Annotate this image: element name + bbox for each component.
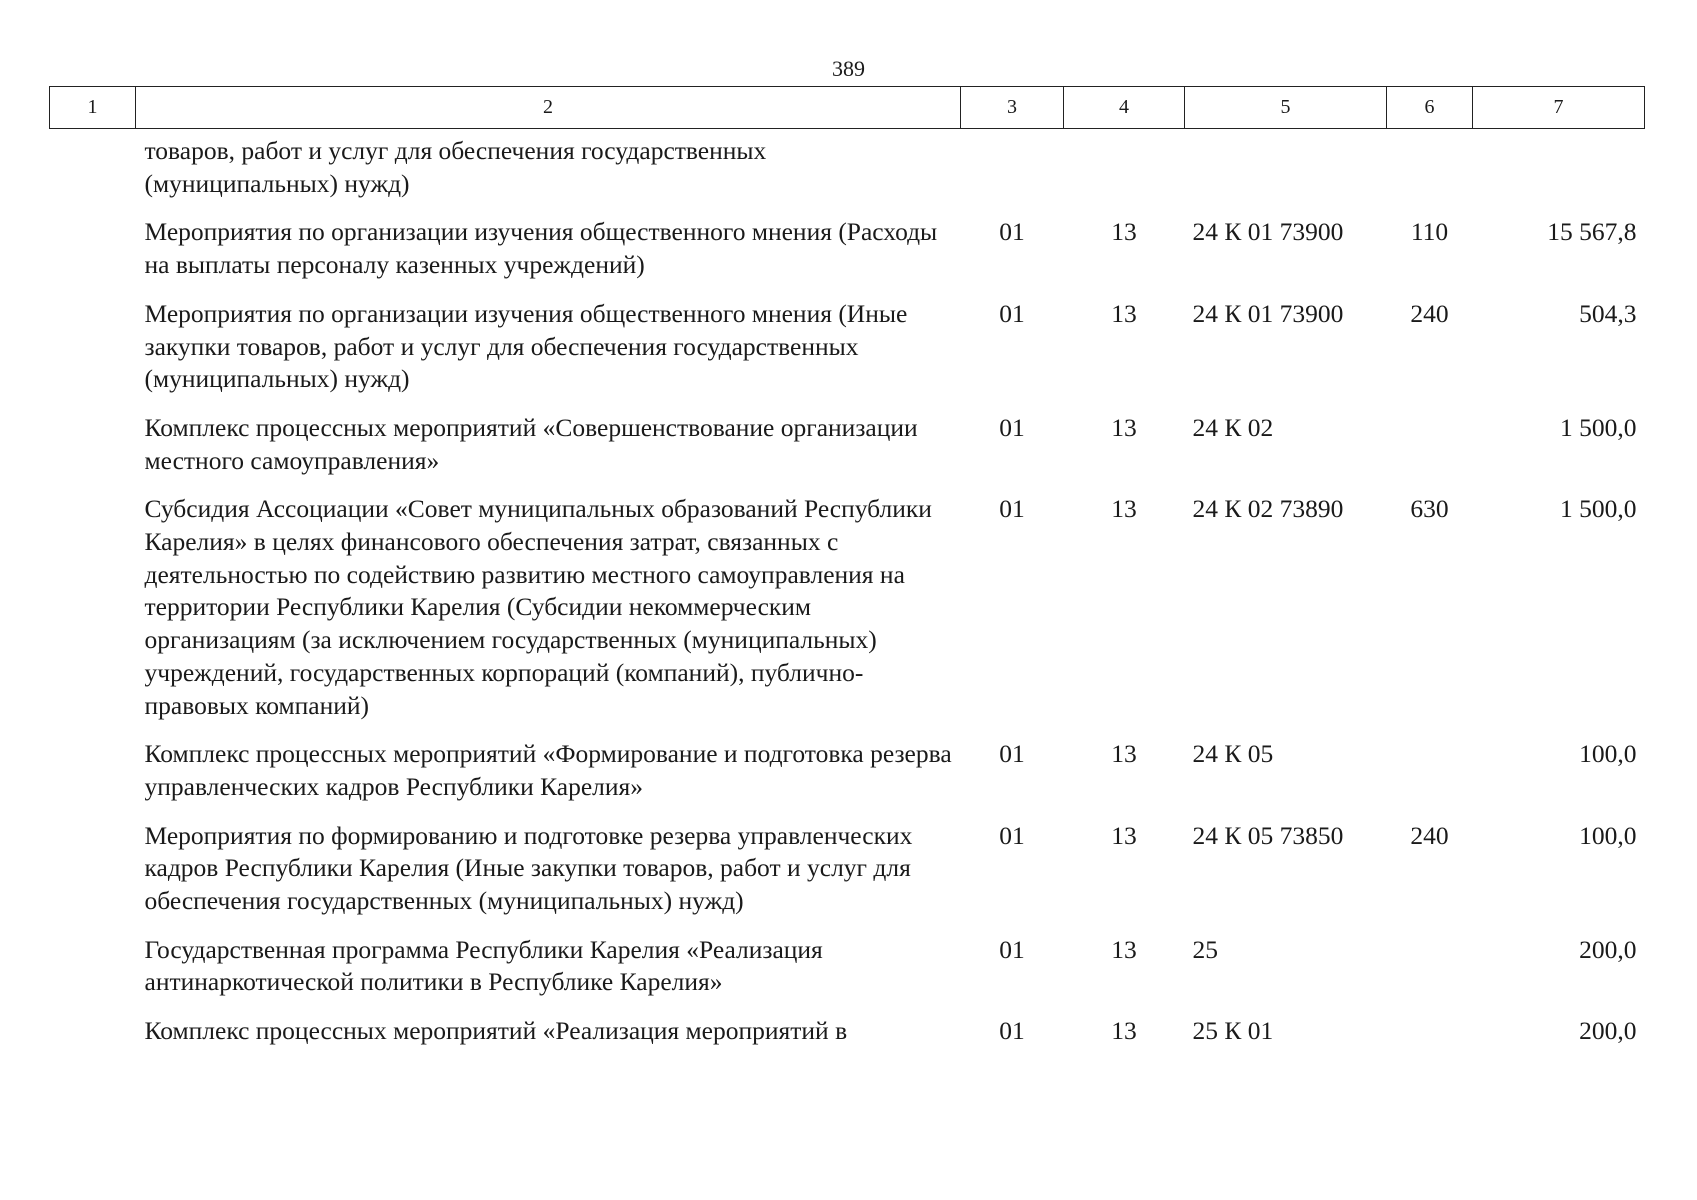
row-description: Субсидия Ассоциации «Совет муниципальных образований Республики Карелия» в целях финансового обеспечения затрат, связанных с деятельностью по содействию развитию местного самоуправления на территории Республики Карелия (Субсидии некоммерческим организациям (за исключением государственных (муниципальных) учреждений, государственных корпораций (компаний), публично-правовых компаний) [144,494,932,720]
row-number [50,820,136,934]
row-target-article: 24 К 02 [1192,412,1274,442]
table-row [50,1015,1645,1064]
row-number [50,298,136,412]
row-amount: 200,0 [1579,1016,1637,1046]
row-description: Комплекс процессных мероприятий «Формирование и подготовка резерва управленческих кадров Республики Карелия» [144,739,952,801]
page-number: 389 [832,56,865,81]
row-section: 01 [999,934,1025,964]
row-amount: 100,0 [1579,820,1637,850]
table-row [50,934,1645,1015]
row-subsection: 13 [1111,820,1137,850]
row-description: Комплекс процессных мероприятий «Реализация мероприятий в [144,1016,848,1046]
row-subsection: 13 [1111,494,1137,524]
row-description: Мероприятия по организации изучения общественного мнения (Расходы на выплаты персоналу казенных учреждений) [144,217,938,280]
row-section: 01 [999,739,1025,769]
header-col-4: 4 [1064,87,1185,129]
table-row [50,820,1645,934]
budget-table [49,86,1645,1064]
header-col-5: 5 [1185,87,1387,129]
row-description: Государственная программа Республики Карелия «Реализация антинаркотической политики в Республике Карелия» [144,934,823,997]
table-row [50,216,1645,297]
row-number [50,1015,136,1064]
row-amount: 1 500,0 [1560,494,1637,524]
row-section: 01 [999,1016,1025,1046]
row-expense-type [1387,934,1473,1015]
row-expense-type: 630 [1410,494,1449,524]
table-body [50,129,1645,1064]
row-description: Мероприятия по формированию и подготовке резерва управленческих кадров Республики Карелия (Иные закупки товаров, работ и услуг для обеспечения государственных (муниципальных) нужд) [144,820,913,916]
table-row [50,412,1645,493]
table-row [50,129,1645,217]
row-description: товаров, работ и услуг для обеспечения государственных (муниципальных) нужд) [144,136,767,198]
row-section: 01 [999,298,1025,328]
row-amount [1473,129,1645,217]
row-number [50,216,136,297]
row-section: 01 [999,412,1025,442]
row-description: Мероприятия по организации изучения общественного мнения (Иные закупки товаров, работ и услуг для обеспечения государственных (муниципальных) нужд) [144,298,908,394]
table-row [50,298,1645,412]
table-row [50,738,1645,819]
row-target-article: 24 К 05 73850 [1192,820,1344,850]
row-amount: 200,0 [1579,934,1637,964]
row-section: 01 [999,217,1025,247]
row-expense-type [1387,738,1473,819]
row-target-article: 24 К 01 73900 [1192,298,1344,328]
row-subsection: 13 [1111,934,1137,964]
row-description: Комплекс процессных мероприятий «Совершенствование организации местного самоуправления» [144,412,918,475]
row-target-article: 24 К 02 73890 [1192,494,1344,524]
row-section: 01 [999,820,1025,850]
row-number [50,412,136,493]
header-col-3: 3 [961,87,1064,129]
table-row [50,493,1645,738]
row-expense-type [1387,412,1473,493]
row-expense-type [1387,129,1473,217]
row-target-article: 24 К 01 73900 [1192,217,1344,247]
row-target-article: 24 К 05 [1192,739,1274,769]
row-subsection: 13 [1111,298,1137,328]
row-subsection: 13 [1111,217,1137,247]
row-target-article [1185,129,1387,217]
row-subsection: 13 [1111,1016,1137,1046]
header-col-2: 2 [136,87,961,129]
row-section [961,129,1064,217]
row-subsection: 13 [1111,412,1137,442]
row-number [50,738,136,819]
row-amount: 15 567,8 [1547,217,1637,247]
row-subsection [1064,129,1185,217]
row-target-article: 25 К 01 [1192,1016,1274,1046]
row-expense-type: 110 [1410,217,1449,247]
row-expense-type [1387,1015,1473,1064]
row-section: 01 [999,494,1025,524]
header-col-7: 7 [1473,87,1645,129]
table-header [50,87,1645,129]
row-amount: 100,0 [1579,739,1637,769]
row-expense-type: 240 [1410,820,1449,850]
row-number [50,934,136,1015]
row-amount: 504,3 [1579,298,1637,328]
row-number [50,129,136,217]
row-subsection: 13 [1111,739,1137,769]
header-col-6: 6 [1387,87,1473,129]
header-row [50,87,1645,129]
row-amount: 1 500,0 [1560,412,1637,442]
row-expense-type: 240 [1410,298,1449,328]
row-target-article: 25 [1192,934,1218,964]
header-col-1: 1 [50,87,136,129]
row-number [50,493,136,738]
